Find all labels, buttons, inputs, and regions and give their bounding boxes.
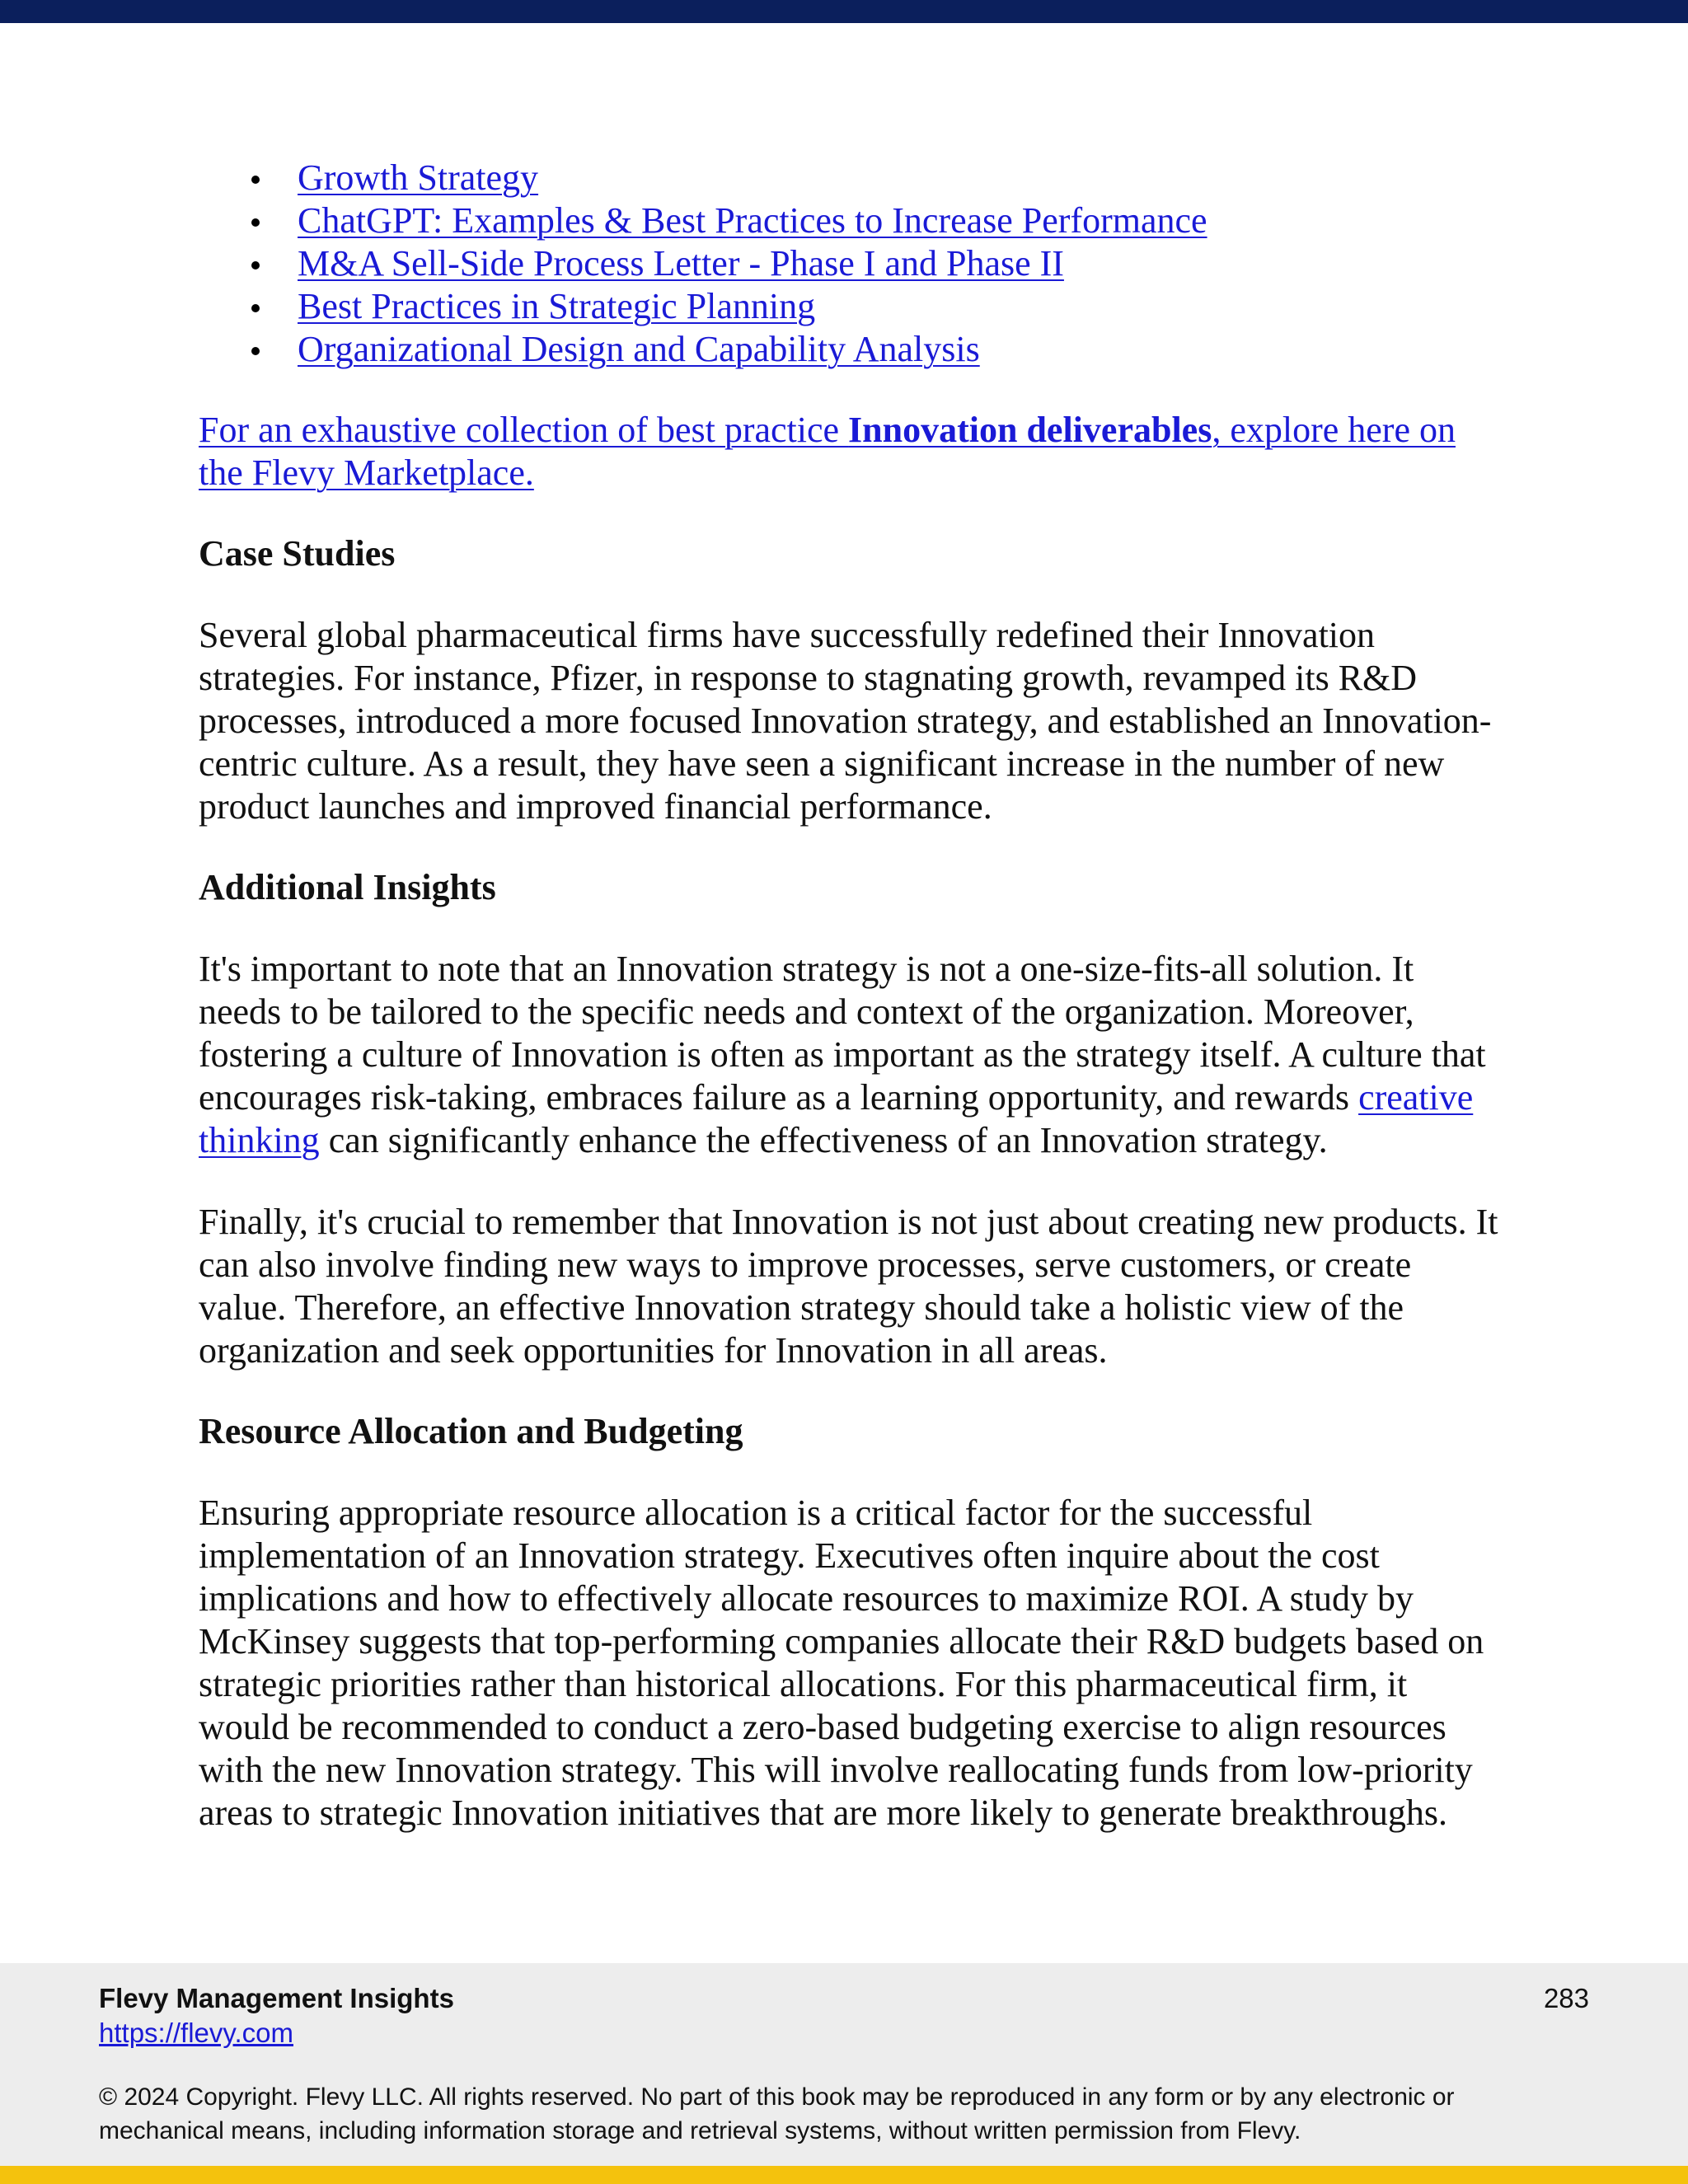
link-strategic-planning[interactable]: Best Practices in Strategic Planning — [298, 286, 816, 326]
page-footer — [0, 1963, 1688, 2166]
insights-text-after: can significantly enhance the effectiveness of an Innovation strategy. — [319, 1120, 1328, 1160]
cta-bold: Innovation deliverables — [848, 410, 1212, 450]
top-accent-bar — [0, 0, 1688, 23]
additional-insights-paragraph-2: Finally, it's crucial to remember that Innovation is not just about creating new products. It can also involve finding new ways to improve processes, serve customers, or create value. Therefore, an effective Innovation strategy should take a holistic view of the organization and seek opportunities for Innovation in all areas. — [199, 1202, 1498, 1371]
additional-insights-heading: Additional Insights — [199, 867, 496, 907]
bottom-accent-bar — [0, 2166, 1688, 2184]
case-studies-paragraph: Several global pharmaceutical firms have successfully redefined their Innovation strategies. For instance, Pfizer, in response to stagnating growth, revamped its R&D processes, introduced a more focused Innovation strategy, and established an Innovation-centric culture. As a result, they have seen a significant increase in the number of new product launches and improved financial performance. — [199, 615, 1492, 827]
footer-url-link[interactable]: https://flevy.com — [99, 2018, 293, 2048]
link-ma-sell-side-letter[interactable]: M&A Sell-Side Process Letter - Phase I and Phase II — [298, 243, 1064, 284]
list-item — [298, 285, 1501, 328]
list-item — [298, 328, 1501, 371]
copyright-notice: © 2024 Copyright. Flevy LLC. All rights reserved. No part of this book may be reproduced in any form or by any electronic or mechanical means, including information storage and retrieval systems, without written permission from Flevy. — [99, 2083, 1455, 2144]
page-content — [199, 157, 1501, 1835]
marketplace-cta — [199, 409, 1501, 494]
additional-insights-paragraph-1 — [199, 948, 1501, 1162]
footer-brand: Flevy Management Insights — [99, 1983, 454, 2013]
marketplace-link[interactable] — [199, 410, 1456, 493]
list-item — [298, 199, 1501, 242]
related-links-list — [199, 157, 1501, 371]
resource-allocation-heading: Resource Allocation and Budgeting — [199, 1411, 743, 1451]
resource-allocation-paragraph: Ensuring appropriate resource allocation is a critical factor for the successful implementation of an Innovation strategy. Executives often inquire about the cost implications and how to effectively allocate resources to maximize ROI. A study by McKinsey suggests that top-performing companies allocate their R&D budgets based on strategic priorities rather than historical allocations. For this pharmaceutical firm, it would be recommended to conduct a zero-based budgeting exercise to align resources with the new Innovation strategy. This will involve reallocating funds from low-priority areas to strategic Innovation initiatives that are more likely to generate breakthroughs. — [199, 1493, 1484, 1833]
cta-suffix: , explore here on the Flevy Marketplace. — [199, 410, 1456, 493]
list-item — [298, 242, 1501, 285]
link-growth-strategy[interactable]: Growth Strategy — [298, 157, 539, 198]
list-item — [298, 157, 1501, 199]
cta-prefix: For an exhaustive collection of best practice — [199, 410, 849, 450]
link-chatgpt-best-practices[interactable]: ChatGPT: Examples & Best Practices to Increase Performance — [298, 200, 1207, 241]
page-number: 283 — [1543, 1983, 1589, 2013]
case-studies-heading: Case Studies — [199, 533, 396, 574]
link-organizational-design[interactable]: Organizational Design and Capability Analysis — [298, 329, 980, 369]
insights-text-before: It's important to note that an Innovation strategy is not a one-size-fits-all solution. It needs to be tailored to the specific needs and context of the organization. Moreover, fostering a culture of Innovation is often as important as the strategy itself. A culture that encourages risk-taking, embraces failure as a learning opportunity, and rewards — [199, 949, 1486, 1118]
creative-thinking-link[interactable]: creative thinking — [199, 1077, 1474, 1160]
